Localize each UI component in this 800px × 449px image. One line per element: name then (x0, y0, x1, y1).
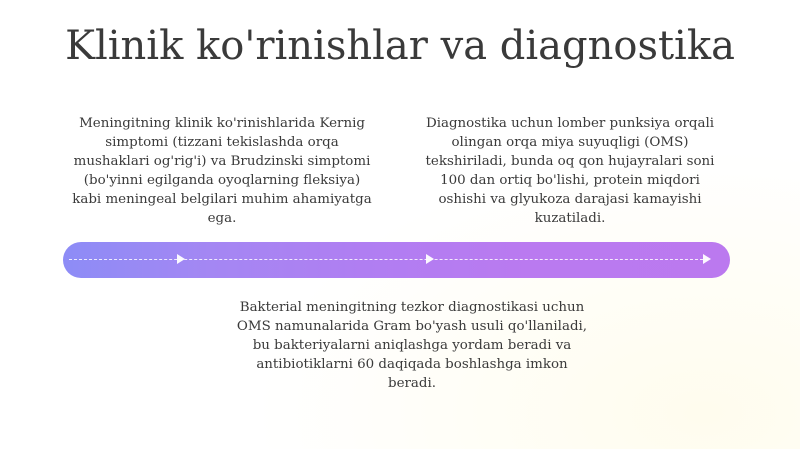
text-block-clinical-signs: Meningitning klinik ko'rinishlarida Kernig simptomi (tizzani tekislashda orqa mushaklari og'rig'i) va Brudzinski simptomi (bo'yinni egilganda oyoqlarning fleksiya) kabi meningeal belgilari muhim ahamiyatga ega. (72, 116, 372, 226)
text-block-gram-stain: Bakterial meningitning tezkor diagnostikasi uchun OMS namunalarida Gram bo'yash usuli qo'llaniladi, bu bakteriyalarni aniqlashga yordam beradi va antibiotiklarni 60 daqiqada boshlashga imkon beradi. (236, 300, 588, 391)
arrow-right-icon (177, 254, 185, 264)
timeline-bar (63, 242, 730, 278)
arrow-right-icon (703, 254, 711, 264)
text-block-diagnostics: Diagnostika uchun lomber punksiya orqali olingan orqa miya suyuqligi (OMS) tekshiriladi, bunda oq qon hujayralari soni 100 dan ortiq bo'lishi, protein miqdori oshishi va glyukoza darajasi kamayishi kuzatiladi. (425, 116, 715, 226)
arrow-right-icon (426, 254, 434, 264)
slide-title: Klinik ko'rinishlar va diagnostika (65, 23, 735, 69)
timeline-dashed-line (69, 259, 708, 260)
